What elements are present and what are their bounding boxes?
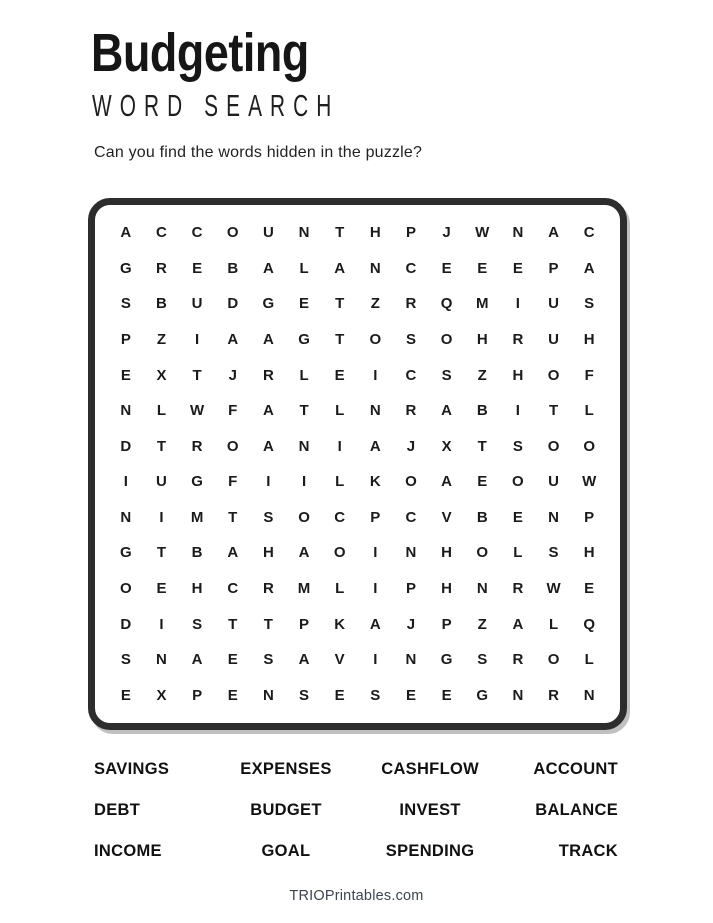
grid-letter-r7c3: R (191, 437, 203, 455)
grid-letter-r8c10: A (441, 473, 453, 491)
grid-letter-r13c14: L (584, 651, 594, 669)
grid-letter-r5c1: E (120, 366, 131, 384)
grid-letter-r6c14: L (584, 402, 594, 420)
grid-letter-r3c13: U (548, 295, 559, 313)
grid-letter-r12c3: S (192, 615, 203, 633)
grid-letter-r6c2: L (156, 402, 167, 420)
grid-letter-r2c1: G (119, 259, 132, 277)
grid-letter-r3c9: R (405, 295, 417, 313)
grid-letter-r11c7: L (335, 579, 345, 597)
word-list-item-spending: SPENDING (385, 842, 475, 860)
grid-letter-r8c9: O (405, 473, 417, 491)
grid-letter-r12c5: T (263, 615, 273, 633)
grid-letter-r12c6: P (299, 615, 310, 633)
grid-letter-r4c12: R (512, 330, 524, 348)
grid-letter-r14c7: E (334, 686, 345, 704)
grid-letter-r10c10: H (441, 544, 453, 562)
grid-letter-r11c10: H (441, 579, 453, 597)
grid-letter-r3c11: M (475, 295, 489, 313)
grid-letter-r4c4: A (227, 330, 239, 348)
grid-letter-r11c1: O (119, 579, 132, 597)
grid-letter-r8c11: E (477, 473, 488, 491)
grid-letter-r14c10: E (441, 686, 452, 704)
grid-letter-r1c12: N (512, 224, 524, 242)
grid-letter-r1c3: C (191, 224, 203, 242)
grid-letter-r12c12: A (512, 615, 524, 633)
word-list-item-balance: BALANCE (535, 801, 618, 819)
grid-letter-r10c3: B (191, 544, 203, 562)
grid-letter-r2c5: A (262, 259, 274, 277)
grid-letter-r6c11: B (476, 402, 488, 420)
grid-letter-r11c2: E (156, 579, 167, 597)
grid-letter-r7c11: T (477, 437, 487, 455)
grid-letter-r13c8: I (373, 651, 378, 669)
grid-letter-r9c3: M (190, 508, 204, 526)
page-title: Budgeting (91, 23, 309, 83)
grid-letter-r1c1: A (120, 224, 132, 242)
grid-letter-r3c7: T (335, 295, 345, 313)
grid-letter-r5c2: X (156, 366, 167, 384)
grid-letter-r4c10: O (440, 330, 453, 348)
grid-letter-r2c8: N (369, 259, 381, 277)
grid-letter-r7c6: N (298, 437, 310, 455)
grid-letter-r8c14: W (582, 473, 597, 491)
grid-letter-r10c2: T (156, 544, 167, 562)
grid-letter-r9c2: I (159, 508, 164, 526)
grid-letter-r14c1: E (120, 686, 131, 704)
grid-letter-r1c6: N (298, 224, 310, 242)
grid-letter-r7c5: A (262, 437, 274, 455)
grid-letter-r3c10: Q (440, 295, 453, 313)
grid-letter-r7c14: O (583, 437, 595, 455)
grid-letter-r9c1: N (120, 508, 132, 526)
grid-letter-r9c5: S (263, 508, 274, 526)
word-list-item-income: INCOME (94, 842, 162, 860)
grid-letter-r8c5: I (266, 473, 271, 491)
word-list-item-budget: BUDGET (250, 801, 322, 819)
grid-letter-r10c13: S (548, 544, 559, 562)
grid-letter-r5c11: Z (477, 366, 487, 384)
grid-letter-r9c8: P (370, 508, 381, 526)
grid-letter-r3c2: B (156, 295, 167, 313)
grid-letter-r1c10: J (442, 224, 451, 242)
grid-letter-r9c7: C (334, 508, 346, 526)
grid-letter-r5c7: E (334, 366, 345, 384)
grid-letter-r10c1: G (119, 544, 132, 562)
grid-letter-r3c8: Z (370, 295, 380, 313)
grid-letter-r3c5: G (262, 295, 275, 313)
grid-letter-r1c7: T (335, 224, 345, 242)
grid-letter-r2c4: B (227, 259, 239, 277)
grid-letter-r12c13: L (548, 615, 559, 633)
grid-letter-r2c14: A (583, 259, 595, 277)
grid-letter-r11c9: P (405, 579, 416, 597)
grid-letter-r12c8: A (369, 615, 381, 633)
word-list-item-track: TRACK (558, 842, 618, 860)
grid-letter-r4c6: G (298, 330, 310, 348)
grid-letter-r2c9: C (405, 259, 417, 277)
grid-letter-r12c2: I (159, 615, 164, 633)
grid-letter-r8c1: I (123, 473, 128, 491)
grid-letter-r1c9: P (405, 224, 416, 242)
grid-letter-r13c4: E (227, 651, 238, 669)
grid-letter-r12c4: T (228, 615, 238, 633)
grid-letter-r1c4: O (226, 224, 239, 242)
grid-letter-r8c6: I (301, 473, 307, 491)
grid-letter-r6c7: L (335, 402, 345, 420)
grid-letter-r5c12: H (512, 366, 524, 384)
grid-letter-r3c12: I (515, 295, 520, 313)
grid-letter-r6c5: A (262, 402, 274, 420)
grid-letter-r11c12: R (512, 579, 524, 597)
grid-letter-r4c3: I (195, 330, 200, 348)
grid-letter-r14c11: G (476, 686, 489, 704)
grid-letter-r10c11: O (476, 544, 489, 562)
grid-letter-r5c13: O (547, 366, 560, 384)
grid-letter-r11c4: C (227, 579, 239, 597)
grid-letter-r6c8: N (369, 402, 381, 420)
grid-letter-r3c3: U (191, 295, 203, 313)
grid-letter-r6c4: F (228, 402, 238, 420)
grid-letter-r10c4: A (227, 544, 239, 562)
grid-letter-r10c8: I (373, 544, 378, 562)
grid-letter-r3c6: E (299, 295, 310, 313)
grid-letter-r11c5: R (262, 579, 274, 597)
grid-letter-r1c13: A (548, 224, 559, 242)
grid-letter-r3c1: S (120, 295, 131, 313)
grid-letter-r5c4: J (228, 366, 237, 384)
grid-letter-r14c12: N (512, 686, 524, 704)
word-list-item-debt: DEBT (94, 801, 141, 819)
grid-letter-r13c3: A (191, 651, 203, 669)
grid-letter-r2c6: L (299, 259, 309, 277)
grid-letter-r13c7: V (334, 651, 345, 669)
grid-letter-r8c2: U (156, 473, 167, 491)
grid-letter-r1c8: H (369, 224, 381, 242)
grid-letter-r9c13: N (548, 508, 559, 526)
grid-letter-r4c11: H (476, 330, 488, 348)
grid-letter-r8c13: U (548, 473, 559, 491)
grid-letter-r7c12: S (512, 437, 523, 455)
instruction-text: Can you find the words hidden in the puzzle? (94, 143, 423, 161)
grid-letter-r7c8: A (369, 437, 381, 455)
grid-letter-r4c14: H (583, 330, 595, 348)
grid-letter-r10c14: H (583, 544, 595, 562)
grid-letter-r13c11: S (477, 651, 488, 669)
grid-letter-r5c9: C (405, 366, 417, 384)
grid-letter-r9c9: C (405, 508, 417, 526)
grid-letter-r2c11: E (477, 259, 488, 277)
grid-letter-r7c1: D (120, 437, 132, 455)
grid-letter-r8c7: L (335, 473, 345, 491)
grid-letter-r8c4: F (228, 473, 238, 491)
grid-letter-r14c9: E (405, 686, 416, 704)
grid-letter-r10c5: H (262, 544, 274, 562)
word-list-item-goal: GOAL (261, 842, 311, 860)
grid-letter-r6c13: T (548, 402, 559, 420)
grid-letter-r8c3: G (191, 473, 203, 491)
word-search-grid (95, 205, 620, 723)
footer-credit: TRIOPrintables.com (289, 888, 424, 904)
grid-letter-r9c12: E (512, 508, 523, 526)
grid-letter-r4c1: P (120, 330, 131, 348)
grid-letter-r9c10: V (441, 508, 452, 526)
grid-letter-r7c7: I (337, 437, 342, 455)
grid-letter-r2c3: E (192, 259, 203, 277)
grid-letter-r8c8: K (369, 473, 381, 491)
grid-letter-r4c2: Z (156, 330, 167, 348)
grid-letter-r7c13: O (547, 437, 560, 455)
grid-letter-r4c13: U (548, 330, 559, 348)
grid-letter-r12c14: Q (583, 615, 595, 633)
word-list-item-savings: SAVINGS (94, 760, 170, 778)
grid-letter-r12c9: J (406, 615, 416, 633)
grid-letter-r4c8: O (369, 330, 382, 348)
grid-letter-r14c5: N (262, 686, 274, 704)
grid-letter-r1c5: U (262, 224, 274, 242)
grid-letter-r13c13: O (547, 651, 560, 669)
word-list (94, 760, 618, 861)
grid-letter-r9c14: P (584, 508, 595, 526)
grid-letter-r11c13: W (546, 579, 561, 597)
word-list-item-account: ACCOUNT (533, 760, 618, 778)
grid-letter-r6c12: I (515, 402, 520, 420)
grid-letter-r11c6: M (297, 579, 311, 597)
grid-letter-r8c12: O (512, 473, 524, 491)
grid-letter-r6c3: W (190, 402, 205, 420)
puzzle-frame (88, 198, 627, 730)
grid-letter-r9c4: T (228, 508, 238, 526)
grid-letter-r14c3: P (192, 686, 203, 704)
grid-letter-r4c7: T (335, 330, 345, 348)
word-list-item-cashflow: CASHFLOW (381, 760, 479, 778)
grid-letter-r12c11: Z (477, 615, 487, 633)
grid-letter-r7c10: X (441, 437, 452, 455)
grid-letter-r3c14: S (584, 295, 595, 313)
grid-letter-r2c12: E (512, 259, 523, 277)
grid-letter-r11c14: E (584, 579, 595, 597)
grid-letter-r3c4: D (227, 295, 239, 313)
word-list-item-invest: INVEST (399, 801, 461, 819)
grid-letter-r6c6: T (299, 402, 309, 420)
grid-letter-r1c2: C (156, 224, 167, 242)
grid-letter-r4c5: A (262, 330, 274, 348)
grid-letter-r6c9: R (405, 402, 417, 420)
grid-letter-r11c3: H (191, 579, 203, 597)
grid-letter-r5c5: R (262, 366, 274, 384)
grid-letter-r14c14: N (583, 686, 595, 704)
grid-letter-r6c1: N (120, 402, 132, 420)
grid-letter-r11c8: I (373, 579, 378, 597)
grid-letter-r5c6: L (299, 366, 309, 384)
grid-letter-r14c8: S (370, 686, 381, 704)
grid-letter-r14c13: R (548, 686, 559, 704)
grid-letter-r11c11: N (476, 579, 488, 597)
grid-letter-r13c1: S (120, 651, 131, 669)
grid-letter-r1c14: C (583, 224, 595, 242)
grid-letter-r5c10: S (441, 366, 452, 384)
grid-letter-r13c12: R (512, 651, 524, 669)
grid-letter-r7c4: O (226, 437, 239, 455)
grid-letter-r5c8: I (373, 366, 378, 384)
page-subtitle-text: WORD SEARCH (92, 88, 340, 124)
word-list-item-expenses: EXPENSES (240, 760, 332, 778)
grid-letter-r5c3: T (192, 366, 202, 384)
grid-letter-r14c4: E (227, 686, 238, 704)
grid-letter-r10c7: O (333, 544, 346, 562)
grid-letter-r1c11: W (475, 224, 490, 242)
grid-letter-r7c2: T (156, 437, 167, 455)
grid-letter-r13c2: N (156, 651, 167, 669)
grid-letter-r12c10: P (441, 615, 452, 633)
grid-letter-r2c13: P (548, 259, 559, 277)
grid-letter-r2c7: A (334, 259, 346, 277)
grid-letter-r14c2: X (156, 686, 167, 704)
grid-letter-r9c11: B (476, 508, 488, 526)
grid-letter-r14c6: S (299, 686, 310, 704)
grid-letter-r7c9: J (406, 437, 416, 455)
grid-letter-r2c2: R (156, 259, 167, 277)
grid-letter-r12c7: K (334, 615, 346, 633)
page-subtitle (92, 90, 394, 123)
grid-letter-r10c9: N (405, 544, 417, 562)
grid-letter-r4c9: S (405, 330, 416, 348)
grid-letter-r13c6: A (298, 651, 310, 669)
grid-letter-r13c10: G (440, 651, 453, 669)
grid-letter-r12c1: D (120, 615, 132, 633)
page-header (91, 24, 460, 162)
grid-letter-r2c10: E (441, 259, 452, 277)
grid-letter-r5c14: F (584, 366, 594, 384)
grid-letter-r10c6: A (298, 544, 310, 562)
grid-letter-r9c6: O (298, 508, 310, 526)
grid-letter-r13c9: N (405, 651, 417, 669)
grid-letter-r6c10: A (441, 402, 453, 420)
grid-letter-r13c5: S (263, 651, 274, 669)
grid-letter-r10c12: L (513, 544, 523, 562)
